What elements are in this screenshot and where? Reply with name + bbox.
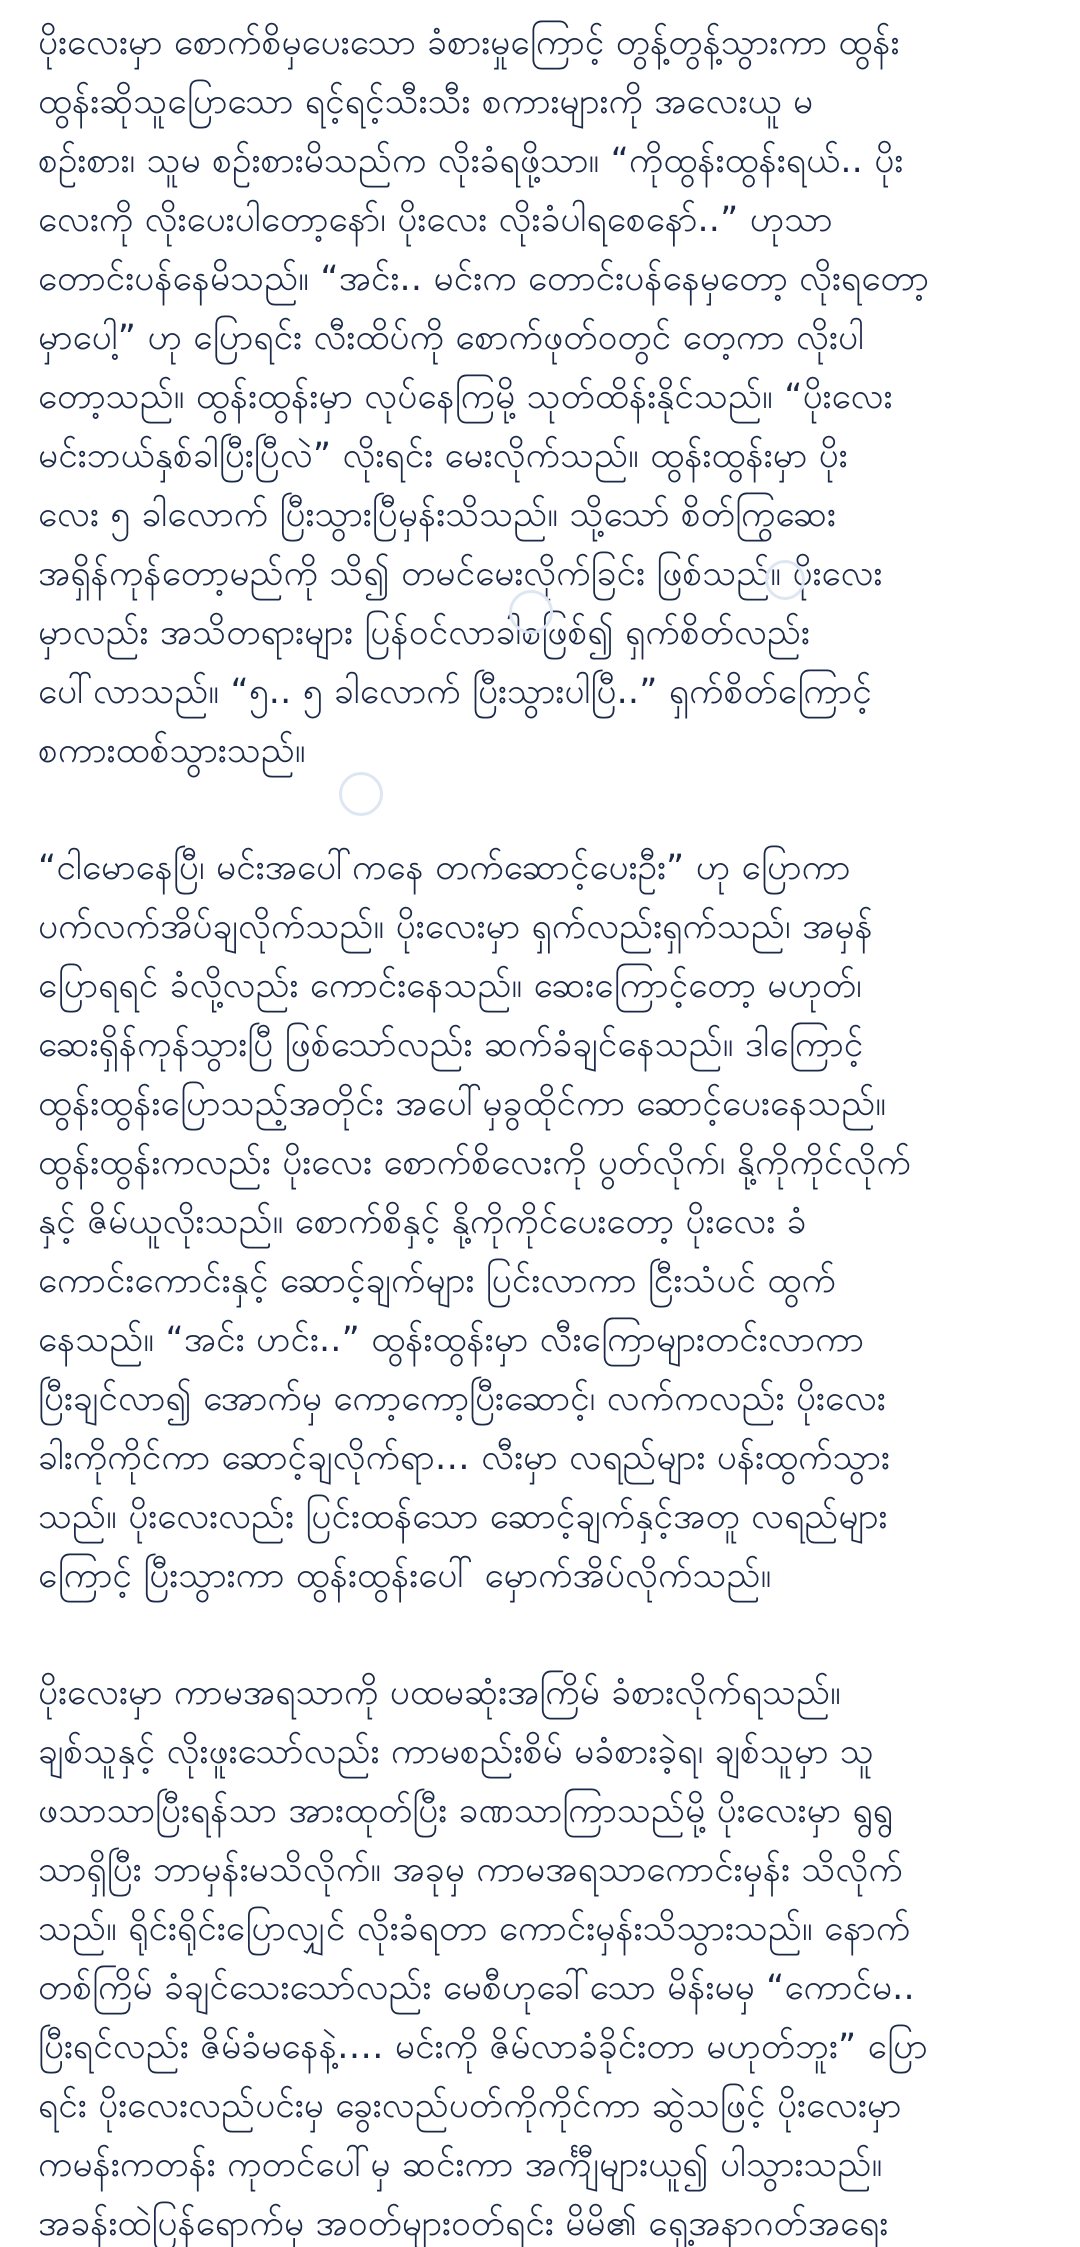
paragraph-1: ပိုးလေးမှာ စောက်စိမှပေးသော ခံစားမှုကြောင့် တွန့်တွန့်သွားကာ ထွန်း ထွန်းဆိုသူပြောသော ရင့်ရင့်သီးသီး စကားများကို အလေးယူ မ စဉ်းစား၊ သူမ စဉ်းစားမိသည်က လိုးခံရဖို့သာ။ “ကိုထွန်းထွန်းရယ်.. ပိုး လေးကို လိုးပေးပါတော့နော်၊ ပိုးလေး လိုးခံပါရစေနော်..” ဟုသာ တောင်းပန်နေမိသည်။ “အင်း.. မင်းက တောင်းပန်နေမှတော့ လိုးရတော့ မှာပေါ့” ဟု ပြောရင်း လီးထိပ်ကို စောက်ဖုတ်ဝတွင် တေ့ကာ လိုးပါ တော့သည်။ ထွန်းထွန်းမှာ လုပ်နေကြမို့ သုတ်ထိန်းနိုင်သည်။ “ပိုးလေး မင်းဘယ်နှစ်ခါပြီးပြီလဲ” လိုးရင်း မေးလိုက်သည်။ ထွန်းထွန်းမှာ ပိုး လေး ၅ ခါလောက် ပြီးသွားပြီမှန်းသိသည်။ သို့သော် စိတ်ကြွဆေး အရှိန်ကုန်တော့မည်ကို သိ၍ တမင်မေးလိုက်ခြင်း ဖြစ်သည်။ ပိုးလေး မှာလည်း အသိတရားများ ပြန်ဝင်လာခါစဖြစ်၍ ရှက်စိတ်လည်း ပေါ်လာသည်။ “၅.. ၅ ခါလောက် ပြီးသွားပါပြီ..” ရှက်စိတ်ကြောင့် စကားထစ်သွားသည်။: [38, 23, 929, 771]
touch-indicator-ring: [765, 560, 805, 600]
paragraph-2: “ငါမောနေပြီ၊ မင်းအပေါ်ကနေ တက်ဆောင့်ပေးဦး” ဟု ပြောကာ ပက်လက်အိပ်ချလိုက်သည်။ ပိုးလေးမှာ ရှက်လည်းရှက်သည်၊ အမှန် ပြောရရင် ခံလို့လည်း ကောင်းနေသည်။ ဆေးကြောင့်တော့ မဟုတ်၊ ဆေးရှိန်ကုန်သွားပြီ ဖြစ်သော်လည်း ဆက်ခံချင်နေသည်။ ဒါကြောင့် ထွန်းထွန်းပြောသည့်အတိုင်း အပေါ်မှခွထိုင်ကာ ဆောင့်ပေးနေသည်။ ထွန်းထွန်းကလည်း ပိုးလေး စောက်စိလေးကို ပွတ်လိုက်၊ နို့ကိုကိုင်လိုက် နှင့် ဇိမ်ယူလိုးသည်။ စောက်စိနှင့် နို့ကိုကိုင်ပေးတော့ ပိုးလေး ခံ ကောင်းကောင်းနှင့် ဆောင့်ချက်များ ပြင်းလာကာ ငြီးသံပင် ထွက် နေသည်။ “အင်း ဟင်း..” ထွန်းထွန်းမှာ လီးကြောများတင်းလာကာ ပြီးချင်လာ၍ အောက်မှ ကော့ကော့ပြီးဆောင့်၊ လက်ကလည်း ပိုးလေး ခါးကိုကိုင်ကာ ဆောင့်ချလိုက်ရာ… လီးမှာ လရည်များ ပန်းထွက်သွား သည်။ ပိုးလေးလည်း ပြင်းထန်သော ဆောင့်ချက်နှင့်အတူ လရည်များ ကြောင့် ပြီးသွားကာ ထွန်းထွန်းပေါ် မှောက်အိပ်လိုက်သည်။: [38, 848, 911, 1596]
touch-indicator-ring: [339, 772, 383, 816]
touch-indicator-ring: [509, 590, 553, 634]
paragraph-3: ပိုးလေးမှာ ကာမအရသာကို ပထမဆုံးအကြိမ် ခံစားလိုက်ရသည်။ ချစ်သူနှင့် လိုးဖူးသော်လည်း ကာမစည်းစိမ် မခံစားခဲ့ရ၊ ချစ်သူမှာ သူ ဖသာသာပြီးရန်သာ အားထုတ်ပြီး ခဏသာကြာသည်မို့ ပိုးလေးမှာ ရွရွ သာရှိပြီး ဘာမှန်းမသိလိုက်။ အခုမှ ကာမအရသာကောင်းမှန်း သိလိုက် သည်။ ရိုင်းရိုင်းပြောလျှင် လိုးခံရတာ ကောင်းမှန်းသိသွားသည်။ နောက် တစ်ကြိမ် ခံချင်သေးသော်လည်း မေစီဟုခေါ်သော မိန်းမမှ “ကောင်မ.. ပြီးရင်လည်း ဇိမ်ခံမနေနဲ့…. မင်းကို ဇိမ်လာခံခိုင်းတာ မဟုတ်ဘူး” ပြော ရင်း ပိုးလေးလည်ပင်းမှ ခွေးလည်ပတ်ကိုကိုင်ကာ ဆွဲသဖြင့် ပိုးလေးမှာ ကမန်းကတန်း ကုတင်ပေါ်မှ ဆင်းကာ အင်္ကျီများယူ၍ ပါသွားသည်။ အခန်းထဲပြန်ရောက်မှ အဝတ်များဝတ်ရင်း မိမိ၏ ရှေ့အနာဂတ်အရေး: [38, 1673, 928, 2244]
